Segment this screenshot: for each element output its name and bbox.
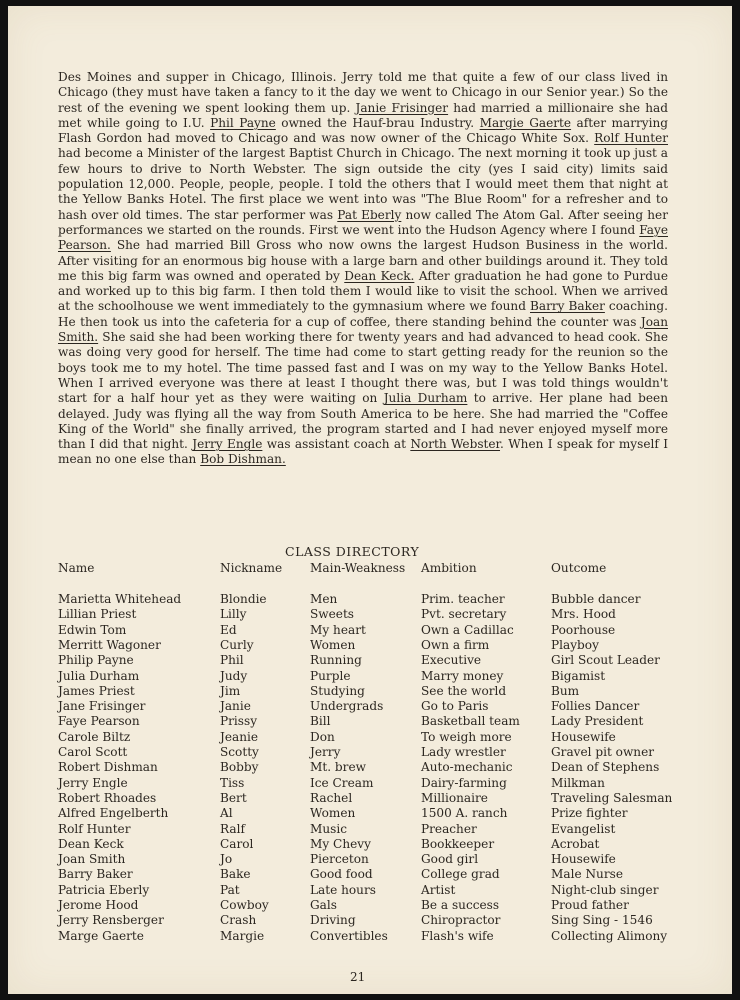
cell-nickname: Bobby [220,760,259,775]
narrative-text-segment: had become a Minister of the largest Baptist Church in Chicago. The next morning it took up just a few hours to drive to North Webster. The sign outside the city (yes I said city) limits said population 12,000. People, people, people. I told the others that I would meet them that night at the Yellow Banks Hotel. The first place we went into was "The Blue Room" for a refresher and to hash over old times. The star performer was [58,146,668,222]
cell-ambition: See the world [421,683,507,698]
narrative-text-segment: to arrive. Her plane had been delayed. Judy was flying all the way from South America to be here. She had married the "Coffee King of the World" she finally arrived, the program started and I had never enjoyed myself more than I did that night. [58,391,668,452]
cell-outcome: Collecting Alimony [551,928,668,943]
cell-ambition: Own a Cadillac [421,622,514,637]
column-header-ambition: Ambition [421,561,477,575]
cell-nickname: Bake [220,867,251,882]
narrative-text-segment: was assistant coach at [262,437,411,452]
cell-name: Edwin Tom [58,622,127,637]
cell-nickname: Curly [220,637,254,652]
cell-ambition: Preacher [421,821,477,836]
underlined-name: Julia Durham [383,391,468,406]
column-header-name: Name [58,561,95,575]
cell-outcome: Milkman [551,775,605,790]
cell-weakness: Pierceton [310,852,369,867]
cell-name: Rolf Hunter [58,821,131,836]
narrative-text-segment: . When I speak for myself I mean no one else than [58,437,668,467]
cell-ambition: Lady wrestler [421,745,506,759]
cell-name: Merritt Wagoner [58,637,161,652]
cell-name: Jane Frisinger [58,699,146,714]
column-header-weakness: Main-Weakness [310,561,406,575]
underlined-name: Bob Dishman. [200,452,286,467]
cell-ambition: Artist [421,882,456,897]
cell-name: Jerome Hood [58,898,139,912]
cell-name: Jerry Rensberger [58,913,164,928]
cell-weakness: Ice Cream [310,775,374,790]
cell-nickname: Jo [220,852,233,867]
cell-ambition: Be a success [421,898,500,912]
cell-outcome: Acrobat [551,836,600,851]
cell-nickname: Scotty [220,745,259,759]
cell-outcome: Playboy [551,637,599,652]
cell-weakness: Gals [310,898,337,912]
cell-nickname: Crash [220,913,257,928]
cell-name: Marietta Whitehead [58,592,182,606]
cell-ambition: Go to Paris [421,699,489,714]
cell-weakness: Studying [310,683,365,698]
cell-name: Joan Smith [58,852,126,867]
cell-nickname: Pat [220,882,240,897]
cell-weakness: Mt. brew [310,760,366,775]
cell-weakness: My heart [310,622,366,637]
cell-ambition: Chiropractor [421,913,501,928]
narrative-text-segment: She had married Bill Gross who now owns the largest Hudson Business in the world. After visiting for an enormous big house with a large barn and other buildings around it. They told me this big farm was owned and operated by [58,238,668,283]
cell-weakness: My Chevy [310,836,371,851]
cell-name: Faye Pearson [58,714,140,729]
cell-name: Jerry Engle [58,775,128,790]
underlined-name: Dean Keck. [344,268,415,283]
cell-weakness: Don [310,729,335,744]
cell-nickname: Janie [220,699,251,714]
cell-outcome: Proud father [551,898,629,912]
cell-weakness: Men [310,592,338,606]
cell-nickname: Carol [220,836,254,851]
underlined-name: Margie Gaerte [479,115,572,130]
narrative-text-segment: owned the Hauf-brau Industry. [275,115,480,130]
document-page [8,6,732,994]
cell-name: Barry Baker [58,867,133,882]
cell-nickname: Phil [220,653,244,668]
cell-nickname: Prissy [220,714,258,729]
cell-ambition: To weigh more [421,729,512,744]
narrative-paragraph [58,70,668,468]
cell-nickname: Al [220,806,233,821]
underlined-name: North Webster [410,437,501,452]
cell-outcome: Dean of Stephens [551,760,660,775]
cell-ambition: Dairy-farming [421,775,507,790]
cell-outcome: Housewife [551,852,616,867]
narrative-text-segment: Des Moines and supper in Chicago, Illinois. Jerry told me that quite a few of our class lived in Chicago (they must have taken a fancy to it the day we went to Chicago in our Senior year.) So the rest of the evening we spent looking them up. [58,70,668,115]
underlined-name: Jerry Engle [192,437,263,452]
cell-outcome: Follies Dancer [551,699,640,714]
cell-name: Julia Durham [58,668,140,683]
narrative-text-segment: After graduation he had gone to Purdue and worked up to this big farm. I then told them I would like to visit the school. When we arrived at the schoolhouse we went immediately to the gymnasium where we found [58,268,668,314]
cell-outcome: Sing Sing - 1546 [551,913,653,928]
underlined-name: Barry Baker [530,299,605,314]
narrative-text [58,70,668,468]
cell-name: Marge Gaerte [58,928,144,943]
cell-outcome: Girl Scout Leader [551,653,660,668]
cell-nickname: Ed [220,622,237,637]
cell-name: Robert Rhoades [58,790,157,805]
cell-name: Carol Scott [58,745,128,759]
cell-ambition: Pvt. secretary [421,607,507,622]
cell-outcome: Gravel pit owner [551,745,655,759]
cell-name: Carole Biltz [58,729,131,744]
cell-outcome: Bum [551,683,580,698]
cell-name: Dean Keck [58,836,124,851]
cell-weakness: Rachel [310,790,353,805]
cell-weakness: Late hours [310,882,376,897]
cell-ambition: Bookkeeper [421,836,495,851]
cell-nickname: Margie [220,928,265,943]
cell-outcome: Housewife [551,729,616,744]
cell-name: Philip Payne [58,653,134,668]
cell-weakness: Jerry [310,745,341,759]
underlined-name: Phil Payne [210,115,276,130]
underlined-name: Joan Smith. [58,314,668,345]
column-header-outcome: Outcome [551,561,607,575]
underlined-name: Pat Eberly [337,207,402,222]
cell-nickname: Bert [220,790,247,805]
cell-weakness: Purple [310,668,351,683]
page-number: 21 [350,970,366,984]
cell-outcome: Male Nurse [551,867,623,882]
cell-outcome: Night-club singer [551,882,659,897]
cell-weakness: Good food [310,867,373,882]
directory-title: CLASS DIRECTORY [285,544,420,559]
cell-nickname: Judy [220,668,248,683]
cell-weakness: Women [310,637,356,652]
cell-ambition: Own a firm [421,637,490,652]
cell-name: James Priest [58,683,135,698]
cell-nickname: Blondie [220,592,267,606]
cell-weakness: Women [310,806,356,821]
cell-ambition: Basketball team [421,714,520,729]
cell-outcome: Prize fighter [551,806,628,821]
cell-ambition: Marry money [421,668,504,683]
cell-name: Lillian Priest [58,607,137,622]
cell-weakness: Driving [310,913,356,928]
cell-nickname: Jeanie [220,729,259,744]
cell-nickname: Lilly [220,607,247,622]
narrative-text-segment: coaching. He then took us into the cafeteria for a cup of coffee, there standing behind the counter was [58,299,668,329]
cell-name: Patricia Eberly [58,882,150,897]
cell-nickname: Ralf [220,821,245,836]
cell-weakness: Undergrads [310,699,384,714]
cell-nickname: Cowboy [220,898,269,912]
cell-ambition: Auto-mechanic [421,760,513,775]
cell-weakness: Convertibles [310,928,388,943]
cell-name: Alfred Engelberth [58,806,169,821]
cell-outcome: Evangelist [551,821,616,836]
underlined-name: Faye Pearson. [58,222,668,253]
narrative-text-segment: She said she had been working there for twenty years and had advanced to head cook. She was doing very good for herself. The time had come to start getting ready for the reunion so the boys took me to my hotel. The time passed fast and I was on my way to the Yellow Banks Hotel. When I arrived everyone was there at least I thought there was, but I was told things wouldn't start for a half hour yet as they were waiting on [58,330,668,406]
narrative-text-segment: now called The Atom Gal. After seeing her performances we started on the rounds. First we went into the Hudson Agency where I found [58,207,668,237]
cell-outcome: Lady President [551,714,644,729]
cell-weakness: Running [310,653,362,668]
cell-ambition: Executive [421,653,482,668]
cell-name: Robert Dishman [58,760,158,775]
cell-outcome: Bigamist [551,668,606,683]
column-header-nickname: Nickname [220,561,283,575]
cell-weakness: Music [310,821,348,836]
cell-outcome: Mrs. Hood [551,607,616,622]
cell-outcome: Traveling Salesman [551,790,673,805]
underlined-name: Rolf Hunter [594,131,669,146]
cell-nickname: Jim [220,683,241,698]
cell-ambition: 1500 A. ranch [421,806,508,821]
cell-ambition: Flash's wife [421,928,494,943]
cell-ambition: College grad [421,867,500,882]
cell-ambition: Prim. teacher [421,592,505,606]
cell-nickname: Tiss [220,775,245,790]
cell-ambition: Good girl [421,852,479,867]
cell-outcome: Bubble dancer [551,592,641,606]
underlined-name: Janie Frisinger [355,100,449,115]
cell-weakness: Sweets [310,607,355,622]
cell-weakness: Bill [310,714,331,729]
narrative-text-segment: after marrying Flash Gordon had moved to Chicago and was now owner of the Chicago White Sox. [58,115,668,146]
narrative-text-segment: had married a millionaire she had met while going to I.U. [58,100,668,130]
cell-outcome: Poorhouse [551,622,616,637]
cell-ambition: Millionaire [421,790,488,805]
